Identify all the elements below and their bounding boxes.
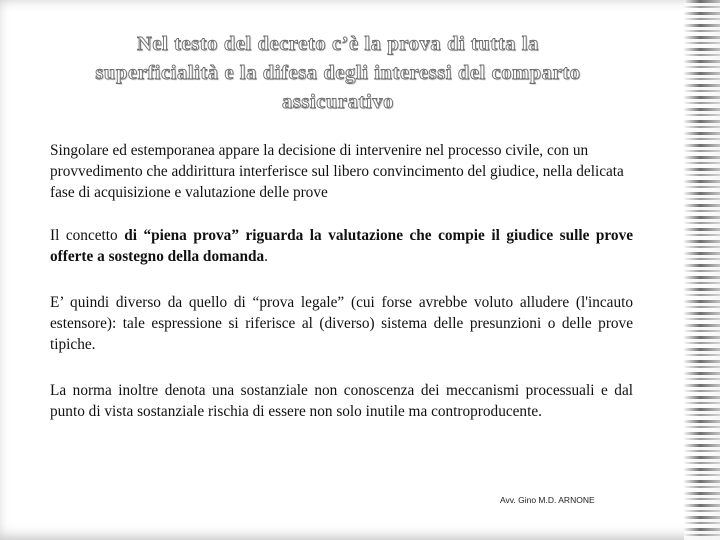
decorative-edge-border — [684, 0, 720, 540]
paragraph-3: E’ quindi diverso da quello di “prova legale” (cui forse avrebbe voluto alludere (l'incauto estensore): tale espressione si riferisce al (diverso) sistema delle presunzioni o delle prove tipiche. — [50, 294, 633, 353]
slide-title: Nel testo del decreto c’è la prova di tutta la superficialità e la difesa degli interessi del comparto assicurativo — [95, 33, 581, 113]
paragraph-2 — [50, 225, 633, 267]
paragraph-1: Singolare ed estemporanea appare la decisione di intervenire nel processo civile, con un provvedimento che addirittura interferisce sul libero convincimento del giudice, nella delicata fase di acquisizione e valutazione delle prove — [50, 142, 624, 201]
paragraph-2-bold: di “piena prova” riguarda la valutazione che compie il giudice sulle prove offerte a sostegno della domanda — [50, 227, 634, 265]
author-footer: Avv. Gino M.D. ARNONE — [500, 495, 595, 505]
paragraph-2-end: . — [264, 248, 268, 265]
paragraph-2-intro: Il concetto — [50, 227, 125, 244]
paragraph-4: La norma inoltre denota una sostanziale non conoscenza dei meccanismi processuali e dal punto di vista sostanziale rischia di essere non solo inutile ma controproducente. — [50, 382, 633, 420]
